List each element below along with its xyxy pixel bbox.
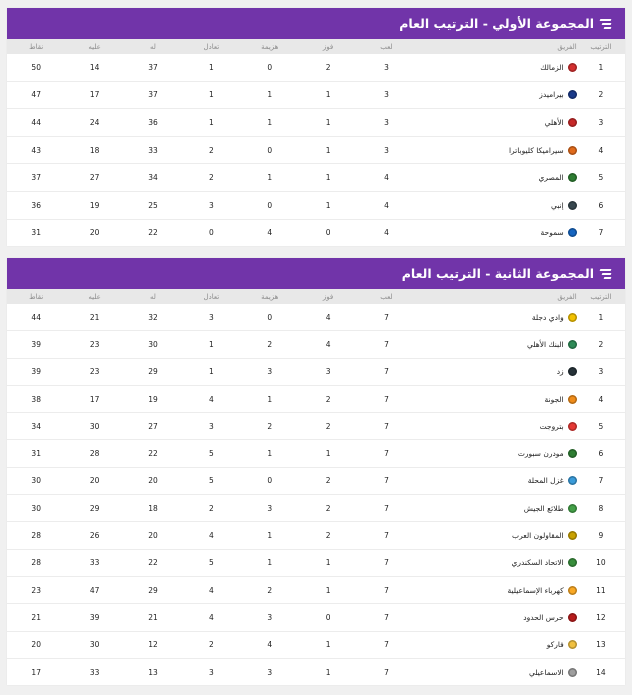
col-played-header: لعب (357, 39, 415, 54)
lost-cell: 3 (267, 667, 273, 677)
team-name[interactable]: زد (556, 367, 564, 377)
won-cell: 1 (299, 440, 357, 467)
team-cell[interactable] (416, 164, 577, 192)
lost-cell: 3 (241, 358, 299, 385)
lost-cell: 2 (241, 576, 299, 603)
rank-cell: 4 (577, 136, 625, 164)
drawn-cell: 4 (182, 385, 240, 412)
goals-against-cell: 39 (65, 604, 123, 631)
national-bank-logo-icon (568, 340, 577, 349)
team-name[interactable]: المصري (538, 173, 564, 183)
rank-cell: 5 (577, 164, 625, 192)
won-cell: 0 (299, 604, 357, 631)
table-row[interactable] (7, 219, 625, 246)
drawn-cell: 5 (182, 440, 240, 467)
lost-cell: 3 (241, 604, 299, 631)
enppi-logo-icon (568, 201, 577, 210)
points-cell: 21 (7, 604, 65, 631)
drawn-cell: 3 (208, 667, 214, 677)
rank-cell: 6 (577, 440, 625, 467)
group1-standings-card (7, 8, 625, 246)
team-cell[interactable] (416, 304, 577, 331)
points-cell: 44 (7, 304, 65, 331)
points-cell: 38 (7, 385, 65, 412)
points-cell: 31 (31, 228, 41, 238)
goals-for-cell: 25 (124, 191, 182, 219)
team-name[interactable]: الاسماعيلي (528, 667, 564, 677)
drawn-cell: 2 (182, 164, 240, 192)
points-cell: 30 (7, 467, 65, 494)
list-lines-icon (600, 267, 611, 281)
team-cell[interactable] (416, 495, 577, 522)
col-rank-header: الترتيب (577, 39, 625, 54)
goals-for-cell: 22 (124, 440, 182, 467)
team-cell[interactable] (416, 413, 577, 440)
goals-against-cell: 28 (65, 440, 123, 467)
modern-sport-logo-icon (568, 449, 577, 458)
goals-for-cell: 20 (124, 467, 182, 494)
lost-cell: 1 (241, 164, 299, 192)
played-cell: 7 (357, 495, 415, 522)
points-cell: 37 (7, 164, 65, 192)
won-cell: 3 (299, 358, 357, 385)
rank-cell: 2 (577, 81, 625, 109)
lost-cell: 0 (241, 136, 299, 164)
drawn-cell: 3 (182, 304, 240, 331)
points-cell: 30 (7, 495, 65, 522)
table-row[interactable] (7, 304, 625, 331)
lost-cell: 4 (267, 228, 273, 238)
goals-for-cell: 30 (124, 331, 182, 358)
col-pts-header: نقاط (7, 39, 65, 54)
played-cell: 3 (357, 81, 415, 109)
team-cell[interactable] (416, 331, 577, 358)
goals-for-cell: 27 (124, 413, 182, 440)
played-cell: 7 (357, 576, 415, 603)
goals-against-cell: 21 (65, 304, 123, 331)
goals-against-cell: 19 (65, 191, 123, 219)
won-cell: 2 (299, 522, 357, 549)
lost-cell: 0 (241, 191, 299, 219)
table-row[interactable] (7, 331, 625, 358)
won-cell: 0 (325, 228, 331, 238)
rank-cell: 9 (577, 522, 625, 549)
col-team-header: الفريق (416, 39, 577, 54)
col-rank-header: الترتيب (577, 289, 625, 304)
group1-header (7, 8, 625, 39)
team-cell[interactable] (416, 631, 577, 658)
drawn-cell: 4 (182, 522, 240, 549)
table-row[interactable] (7, 358, 625, 385)
points-cell: 34 (7, 413, 65, 440)
team-name[interactable]: الجونة (544, 394, 564, 404)
drawn-cell: 2 (182, 631, 240, 658)
drawn-cell: 4 (182, 604, 240, 631)
lost-cell: 2 (241, 331, 299, 358)
zamalek-logo-icon (568, 63, 577, 72)
won-cell: 2 (299, 413, 357, 440)
rank-cell: 2 (577, 331, 625, 358)
table-row[interactable] (7, 440, 625, 467)
rank-cell: 7 (598, 228, 604, 238)
group2-standings-card (7, 258, 625, 685)
team-cell[interactable] (416, 658, 577, 685)
played-cell: 3 (357, 54, 415, 81)
won-cell: 1 (299, 81, 357, 109)
group1-title: المجموعة الأولي - الترتيب العام (399, 16, 594, 31)
table-row[interactable] (7, 467, 625, 494)
goals-against-cell: 30 (65, 413, 123, 440)
masry-logo-icon (568, 173, 577, 182)
team-name[interactable]: كهرباء الإسماعيلية (507, 585, 564, 595)
col-gf-header: له (124, 289, 182, 304)
col-ga-header: عليه (65, 289, 123, 304)
played-cell: 7 (357, 631, 415, 658)
group2-standings-table (7, 289, 625, 685)
goals-for-cell: 22 (124, 549, 182, 576)
rank-cell: 6 (577, 191, 625, 219)
played-cell: 4 (357, 191, 415, 219)
goals-against-cell: 27 (65, 164, 123, 192)
drawn-cell: 5 (182, 467, 240, 494)
col-won-header: فوز (299, 289, 357, 304)
goals-for-cell: 32 (124, 304, 182, 331)
rank-cell: 8 (577, 495, 625, 522)
team-name[interactable]: سموحة (540, 228, 564, 238)
goals-against-cell: 14 (65, 54, 123, 81)
list-lines-icon (600, 17, 611, 31)
col-pts-header: نقاط (7, 289, 65, 304)
played-cell: 7 (357, 467, 415, 494)
team-cell[interactable] (416, 576, 577, 603)
goals-for-cell: 13 (148, 667, 158, 677)
goals-for-cell: 34 (124, 164, 182, 192)
rank-cell: 4 (577, 385, 625, 412)
lost-cell: 1 (241, 549, 299, 576)
played-cell: 7 (357, 331, 415, 358)
rank-cell: 1 (577, 54, 625, 81)
team-cell[interactable] (416, 358, 577, 385)
team-cell[interactable] (416, 219, 577, 246)
team-name[interactable]: الأهلي (544, 117, 564, 127)
team-cell[interactable] (416, 385, 577, 412)
rank-cell: 13 (577, 631, 625, 658)
goals-for-cell: 37 (124, 81, 182, 109)
goals-for-cell: 21 (124, 604, 182, 631)
table-row[interactable] (7, 604, 625, 631)
played-cell: 7 (357, 549, 415, 576)
goals-against-cell: 23 (65, 358, 123, 385)
goals-for-cell: 19 (124, 385, 182, 412)
drawn-cell: 1 (182, 81, 240, 109)
table-row[interactable] (7, 136, 625, 164)
rank-cell: 5 (577, 413, 625, 440)
lost-cell: 1 (241, 522, 299, 549)
points-cell: 20 (7, 631, 65, 658)
team-name[interactable]: فاركو (546, 640, 564, 650)
goals-against-cell: 30 (65, 631, 123, 658)
ismaily-logo-icon (568, 668, 577, 677)
played-cell: 7 (357, 358, 415, 385)
goals-for-cell: 18 (124, 495, 182, 522)
table-row[interactable] (7, 109, 625, 137)
wadi-degla-logo-icon (568, 313, 577, 322)
lost-cell: 1 (241, 385, 299, 412)
goals-against-cell: 29 (65, 495, 123, 522)
points-cell: 28 (7, 522, 65, 549)
team-name[interactable]: إنبي (551, 200, 564, 210)
goals-for-cell: 29 (124, 576, 182, 603)
played-cell: 3 (357, 109, 415, 137)
points-cell: 43 (7, 136, 65, 164)
col-drawn-header: تعادل (182, 289, 240, 304)
team-cell[interactable] (416, 604, 577, 631)
team-cell[interactable] (416, 467, 577, 494)
played-cell: 7 (357, 385, 415, 412)
goals-against-cell: 20 (65, 467, 123, 494)
group2-title: المجموعة الثانية - الترتيب العام (401, 266, 594, 281)
goals-against-cell: 17 (65, 81, 123, 109)
goals-against-cell: 47 (65, 576, 123, 603)
team-cell[interactable] (416, 54, 577, 81)
drawn-cell: 3 (182, 413, 240, 440)
table-row[interactable] (7, 658, 625, 685)
played-cell: 7 (357, 413, 415, 440)
played-cell: 7 (357, 304, 415, 331)
won-cell: 1 (325, 667, 331, 677)
table-header-row (7, 39, 625, 54)
played-cell: 3 (357, 136, 415, 164)
points-cell: 23 (7, 576, 65, 603)
won-cell: 2 (299, 467, 357, 494)
col-won-header: فوز (299, 39, 357, 54)
lost-cell: 2 (241, 413, 299, 440)
goals-for-cell: 22 (148, 228, 158, 238)
rank-cell: 11 (577, 576, 625, 603)
pharco-logo-icon (568, 640, 577, 649)
won-cell: 1 (299, 191, 357, 219)
lost-cell: 1 (241, 81, 299, 109)
won-cell: 2 (299, 495, 357, 522)
drawn-cell: 2 (182, 136, 240, 164)
drawn-cell: 2 (182, 495, 240, 522)
rank-cell: 1 (577, 304, 625, 331)
table-row[interactable] (7, 54, 625, 81)
table-row[interactable] (7, 495, 625, 522)
lost-cell: 3 (241, 495, 299, 522)
table-row[interactable] (7, 191, 625, 219)
col-lost-header: هزيمة (241, 39, 299, 54)
drawn-cell: 4 (182, 576, 240, 603)
points-cell: 36 (7, 191, 65, 219)
played-cell: 7 (357, 522, 415, 549)
goals-for-cell: 33 (124, 136, 182, 164)
team-cell[interactable] (416, 549, 577, 576)
drawn-cell: 0 (208, 228, 214, 238)
team-cell[interactable] (416, 109, 577, 137)
team-name[interactable]: الزمالك (540, 62, 564, 72)
team-name[interactable]: البنك الأهلي (527, 339, 564, 349)
team-name[interactable]: المقاولون العرب (512, 531, 564, 541)
mokawloon-logo-icon (568, 531, 577, 540)
ahly-logo-icon (568, 118, 577, 127)
lost-cell: 0 (241, 467, 299, 494)
won-cell: 1 (299, 109, 357, 137)
rank-cell: 3 (577, 109, 625, 137)
drawn-cell: 5 (182, 549, 240, 576)
table-row[interactable] (7, 522, 625, 549)
points-cell: 50 (7, 54, 65, 81)
lost-cell: 1 (241, 109, 299, 137)
table-row[interactable] (7, 81, 625, 109)
drawn-cell: 3 (182, 191, 240, 219)
won-cell: 1 (299, 631, 357, 658)
team-name[interactable]: طلائع الجيش (523, 503, 564, 513)
points-cell: 39 (7, 331, 65, 358)
team-name[interactable]: بتروجت (539, 421, 564, 431)
team-name[interactable]: وادي دجلة (531, 312, 564, 322)
team-cell[interactable] (416, 522, 577, 549)
col-played-header: لعب (357, 289, 415, 304)
goals-against-cell: 33 (65, 549, 123, 576)
won-cell: 2 (299, 54, 357, 81)
ittihad-logo-icon (568, 558, 577, 567)
team-name[interactable]: الاتحاد السكندري (511, 558, 564, 568)
played-cell: 7 (384, 667, 389, 677)
rank-cell: 12 (577, 604, 625, 631)
goals-for-cell: 20 (124, 522, 182, 549)
table-row[interactable] (7, 164, 625, 192)
won-cell: 4 (299, 304, 357, 331)
drawn-cell: 1 (182, 54, 240, 81)
col-team-header: الفريق (416, 289, 577, 304)
lost-cell: 0 (241, 54, 299, 81)
smouha-logo-icon (568, 228, 577, 237)
table-row[interactable] (7, 413, 625, 440)
played-cell: 4 (357, 164, 415, 192)
goals-against-cell: 23 (65, 331, 123, 358)
won-cell: 2 (299, 385, 357, 412)
points-cell: 31 (7, 440, 65, 467)
team-cell[interactable] (416, 136, 577, 164)
team-name[interactable]: غزل المحلة (527, 476, 564, 486)
goals-for-cell: 36 (124, 109, 182, 137)
goals-for-cell: 29 (124, 358, 182, 385)
pyramids-logo-icon (568, 90, 577, 99)
team-name[interactable]: مودرن سبورت (517, 449, 564, 459)
points-cell: 28 (7, 549, 65, 576)
rank-cell: 7 (577, 467, 625, 494)
zed-logo-icon (568, 367, 577, 376)
rank-cell: 14 (596, 667, 606, 677)
goals-against-cell: 24 (65, 109, 123, 137)
points-cell: 44 (7, 109, 65, 137)
won-cell: 4 (299, 331, 357, 358)
lost-cell: 1 (241, 440, 299, 467)
haras-logo-icon (568, 613, 577, 622)
team-cell[interactable] (416, 81, 577, 109)
points-cell: 39 (7, 358, 65, 385)
col-ga-header: عليه (65, 39, 123, 54)
table-row[interactable] (7, 385, 625, 412)
col-lost-header: هزيمة (241, 289, 299, 304)
rank-cell: 10 (577, 549, 625, 576)
goals-against-cell: 33 (89, 667, 100, 677)
drawn-cell: 1 (182, 358, 240, 385)
won-cell: 1 (299, 576, 357, 603)
won-cell: 1 (299, 164, 357, 192)
lost-cell: 0 (241, 304, 299, 331)
table-header-row (7, 289, 625, 304)
goals-for-cell: 12 (124, 631, 182, 658)
won-cell: 1 (299, 549, 357, 576)
table-row[interactable] (7, 631, 625, 658)
goals-against-cell: 17 (65, 385, 123, 412)
team-name[interactable]: سيراميكا كليوباترا (508, 145, 564, 155)
points-cell: 17 (31, 667, 41, 677)
group2-header (7, 258, 625, 289)
goals-against-cell: 26 (65, 522, 123, 549)
table-row[interactable] (7, 549, 625, 576)
talaea-logo-icon (568, 504, 577, 513)
rank-cell: 3 (577, 358, 625, 385)
points-cell: 47 (7, 81, 65, 109)
played-cell: 4 (384, 228, 389, 238)
lost-cell: 4 (241, 631, 299, 658)
col-drawn-header: تعادل (182, 39, 240, 54)
played-cell: 7 (357, 604, 415, 631)
played-cell: 7 (357, 440, 415, 467)
group1-standings-table (7, 39, 625, 246)
petrojet-logo-icon (568, 422, 577, 431)
drawn-cell: 1 (182, 109, 240, 137)
drawn-cell: 1 (182, 331, 240, 358)
ghazl-logo-icon (568, 476, 577, 485)
team-name[interactable]: بيراميدز (539, 90, 564, 100)
goals-against-cell: 18 (65, 136, 123, 164)
team-cell[interactable] (416, 440, 577, 467)
team-name[interactable]: حرس الحدود (523, 612, 564, 622)
ceramica-logo-icon (568, 146, 577, 155)
gouna-logo-icon (568, 395, 577, 404)
kahraba-logo-icon (568, 586, 577, 595)
won-cell: 1 (299, 136, 357, 164)
col-gf-header: له (124, 39, 182, 54)
table-row[interactable] (7, 576, 625, 603)
goals-for-cell: 37 (124, 54, 182, 81)
goals-against-cell: 20 (89, 228, 100, 238)
team-cell[interactable] (416, 191, 577, 219)
